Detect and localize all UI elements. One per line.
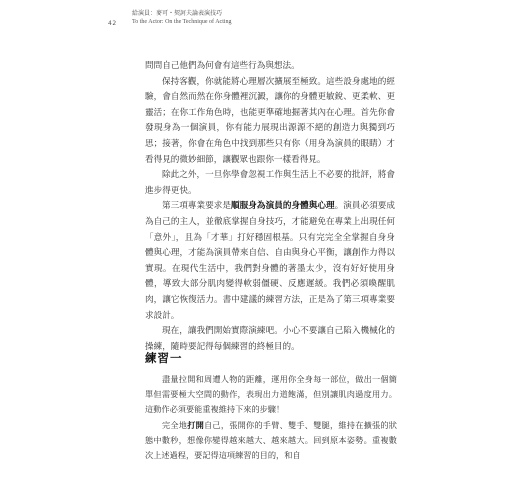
paragraph-4 [145, 199, 395, 324]
running-header-title: 給演員：麥可・契訶夫論表演技巧 [132, 10, 223, 17]
running-header-subtitle: To the Actor: On the Technique of Acting [132, 19, 232, 25]
section-heading: 練習一 [145, 351, 183, 365]
exercise-paragraph-2 [145, 418, 397, 464]
exercise-paragraph-1: 盡量拉開和周遭人物的距離，運用你全身每一部位，做出一個簡單但需要極大空間的動作，表現出力道飽滿，但別讓肌肉過度用力。這動作必須要能重複維持下來的步驟！ [145, 374, 397, 415]
exercise-paragraph-2-rest: 自己，張開你的手臂、雙手、雙腿，維持在擴張的狀態中數秒，想像你變得越來越大、越來越大。回到原本姿勢。重複數次上述過程，要記得這項練習的目的，和自 [145, 419, 397, 461]
paragraph-5: 現在，讓我們開始實際演練吧。小心不要讓自己陷入機械化的操練，隨時要記得每個練習的終極目的。 [145, 326, 395, 352]
paragraph-3: 除此之外，一旦你學會忽視工作與生活上不必要的批評，將會進步得更快。 [145, 170, 395, 196]
exercise-paragraph-2-lead: 完全地 [162, 419, 188, 430]
paragraph-4-lead: 第三項專業要求是 [162, 201, 232, 212]
body-text [145, 59, 395, 355]
exercise-paragraph-2-emphasis: 打開 [187, 419, 205, 430]
paragraph-1: 問問自己他們為何會有這些行為與想法。 [145, 61, 300, 71]
exercise-text [145, 372, 397, 463]
paragraph-4-emphasis: 順服身為演員的身體與心理 [231, 201, 335, 212]
running-header [132, 10, 412, 26]
paragraph-2: 保持客觀，你就能將心理層次擴展至極致。這些設身處地的經驗，會自然而然在你身體裡沉澱，讓你的身體更敏銳、更柔軟、更靈活；在你工作角色時，也能更準確地掘著其內在心理。首先你會發現身為一個演員，你有能力展現出源源不絕的創造力與獨到巧思；接著，你會在角色中找到那些只有你（用身為演員的眼睛）才看得見的微妙細節，讓觀眾也跟你一樣看得見。 [145, 76, 395, 165]
page-number: 42 [108, 20, 117, 27]
paragraph-4-rest: 。演員必須要成為自己的主人，並徹底掌握自身技巧，才能避免在專業上出現任何「意外」，且為「才華」打好穩固根基。只有完完全全掌握自身身體與心理，才能為演員帶來自信、自由與身心平衡，讓創作力得以實現。在現代生活中，我們對身體的著墨太少，沒有好好使用身體，導致大部分肌肉變得軟弱僵硬、反應遲緩。我們必須喚醒肌肉，讓它恢復活力。書中建議的練習方法，正是為了第三項專業要求設計。 [145, 201, 395, 321]
